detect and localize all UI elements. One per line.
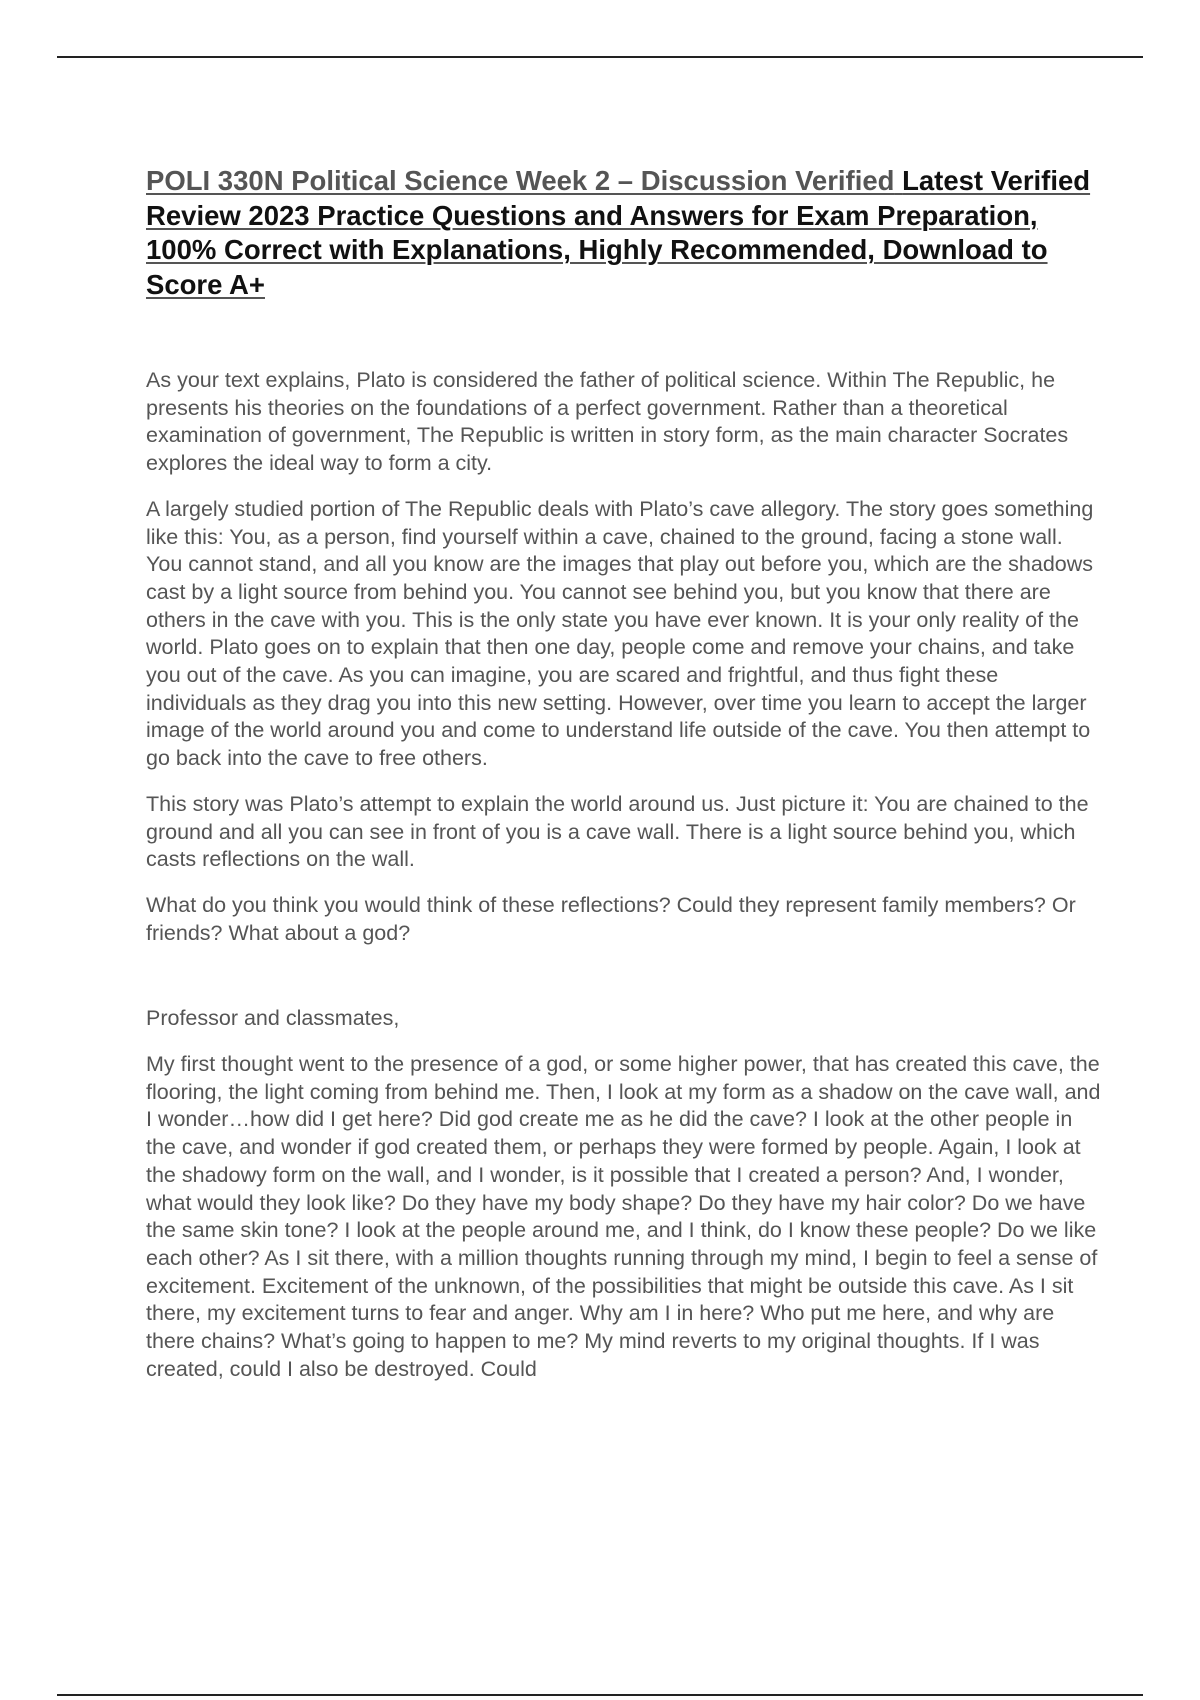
intro-paragraph: As your text explains, Plato is considered the father of political science. Within The Republic, he presents his theories on the foundations of a perfect government. Rather than a theoretical examination of government, The Republic is written in story form, as the main character Socrates explores the ideal way to form a city. xyxy=(146,368,1069,476)
top-rule xyxy=(57,56,1143,58)
explanation-paragraph: This story was Plato’s attempt to explain the world around us. Just picture it: You are chained to the ground and all you can see in front of you is a cave wall. There is a light source behind you, which casts reflections on the wall. xyxy=(146,791,1089,872)
bottom-rule xyxy=(57,1694,1143,1696)
question-paragraph: What do you think you would think of these reflections? Could they represent family members? Or friends? What about a god? xyxy=(146,892,1076,945)
salutation: Professor and classmates, xyxy=(146,1006,400,1031)
document-title xyxy=(146,164,1096,302)
title-subheading: Latest Verified Review 2023 Practice Questions and Answers for Exam Preparation, 100% Correct with Explanations, Highly Recommended, Download to Score A+ xyxy=(146,165,1091,300)
response-paragraph: My first thought went to the presence of a god, or some higher power, that has created this cave, the flooring, the light coming from behind me. Then, I look at my form as a shadow on the cave wall, and I wonder…how did I get here? Did god create me as he did the cave? I look at the other people in the cave, and wonder if god created them, or perhaps they were formed by people. Again, I look at the shadowy form on the wall, and I wonder, is it possible that I created a person? And, I wonder, what would they look like? Do they have my body shape? Do they have my hair color? Do we have the same skin tone? I look at the people around me, and I think, do I know these people? Do we like each other? As I sit there, with a million thoughts running through my mind, I begin to feel a sense of excitement. Excitement of the unknown, of the possibilities that might be outside this cave. As I sit there, my excitement turns to fear and anger. Why am I in here? Who put me here, and why are there chains? What’s going to happen to me? My mind reverts to my original thoughts. If I was created, could I also be destroyed. Could xyxy=(146,1052,1101,1381)
document-body xyxy=(146,367,1101,1402)
title-course-heading: POLI 330N Political Science Week 2 – Discussion Verified xyxy=(146,165,895,196)
cave-allegory-paragraph: A largely studied portion of The Republic deals with Plato’s cave allegory. The story goes something like this: You, as a person, find yourself within a cave, chained to the ground, facing a stone wall. You cannot stand, and all you know are the images that play out before you, which are the shadows cast by a light source from behind you. You cannot see behind you, but you know that there are others in the cave with you. This is the only state you have ever known. It is your only reality of the world. Plato goes on to explain that then one day, people come and remove your chains, and take you out of the cave. As you can imagine, you are scared and frightful, and thus fight these individuals as they drag you into this new setting. However, over time you learn to accept the larger image of the world around you and come to understand life outside of the cave. You then attempt to go back into the cave to free others. xyxy=(146,496,1094,771)
